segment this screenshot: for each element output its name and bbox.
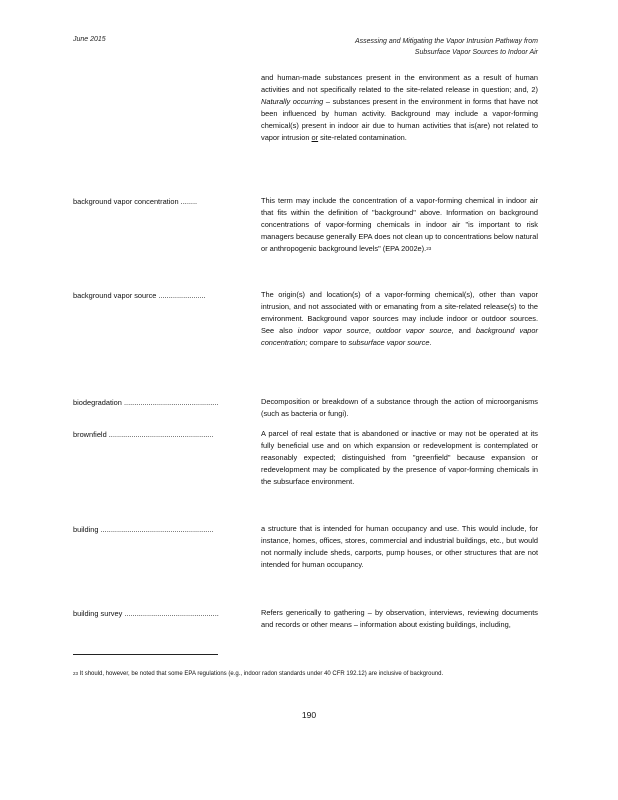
footnote-number: 23 [73, 671, 79, 676]
header-title-line2: Subsurface Vapor Sources to Indoor Air [414, 49, 538, 56]
term-building: building ....................................................... [73, 525, 214, 534]
term-biodegradation: biodegradation .............................................. [73, 398, 219, 407]
header-title [355, 36, 538, 58]
definition-background-vapor-source: The origin(s) and location(s) of a vapor-forming chemical(s), other than vapor intrusion, and not associated with or emanating from a site-related release(s) to the environment. Background vapor sources may include indoor or outdoor sources. See also indoor vapor source, outdoor vapor source, and background vapor concentration; compare to subsurface vapor source. [261, 290, 538, 348]
definition-continuation: and human-made substances present in the environment as a result of human activities and not specifically related to the site-related release in question; and, 2) Naturally occurring – substances present in the environment in forms that have not been influenced by human activity. Background may include a vapor-forming chemical(s) present in indoor air due to human activities that is(are) not related to vapor intrusion or site-related contamination. [261, 73, 538, 143]
header-date: June 2015 [73, 36, 106, 43]
term-background-vapor-concentration: background vapor concentration ........ [73, 197, 198, 206]
definition-brownfield: A parcel of real estate that is abandoned or inactive or may not be operated at its fully beneficial use and on which expansion or redevelopment is contemplated or reasonably expected; distinguished from "greenfield" because expansion or redevelopment may be complicated by the presence of vapor-forming chemicals in the subsurface environment. [261, 429, 538, 487]
term-building-survey: building survey .............................................. [73, 609, 219, 618]
definition-building: a structure that is intended for human occupancy and use. This would include, for instance, homes, offices, stores, commercial and industrial buildings, etc., but would not normally include sheds, carports, pump houses, or other structures that are not intended for human occupancy. [261, 524, 538, 570]
footnote [73, 669, 533, 679]
definition-building-survey: Refers generically to gathering – by observation, interviews, reviewing documents and records or other means – information about existing buildings, including, [261, 608, 538, 630]
header-title-line1: Assessing and Mitigating the Vapor Intrusion Pathway from [354, 38, 538, 45]
definition-biodegradation: Decomposition or breakdown of a substance through the action of microorganisms (such as bacteria or fungi). [261, 397, 538, 419]
term-brownfield: brownfield ................................................... [73, 430, 214, 439]
footnote-divider [73, 654, 218, 655]
footnote-text: It should, however, be noted that some EPA regulations (e.g., indoor radon standards under 40 CFR 192.12) are inclusive of background. [79, 671, 444, 677]
term-background-vapor-source: background vapor source ....................... [73, 291, 206, 300]
definition-background-vapor-concentration: This term may include the concentration of a vapor-forming chemical in indoor air that fits within the definition of "background" above. Information on background concentrations of vapor-forming chemicals in indoor air "is important to risk managers because generally EPA does not clean up to concentrations below natural or anthropogenic background levels" (EPA 2002e).$^{23}$ [261, 196, 538, 254]
page-number: 190 [301, 710, 317, 720]
footnote-ref: 23 [426, 246, 432, 252]
